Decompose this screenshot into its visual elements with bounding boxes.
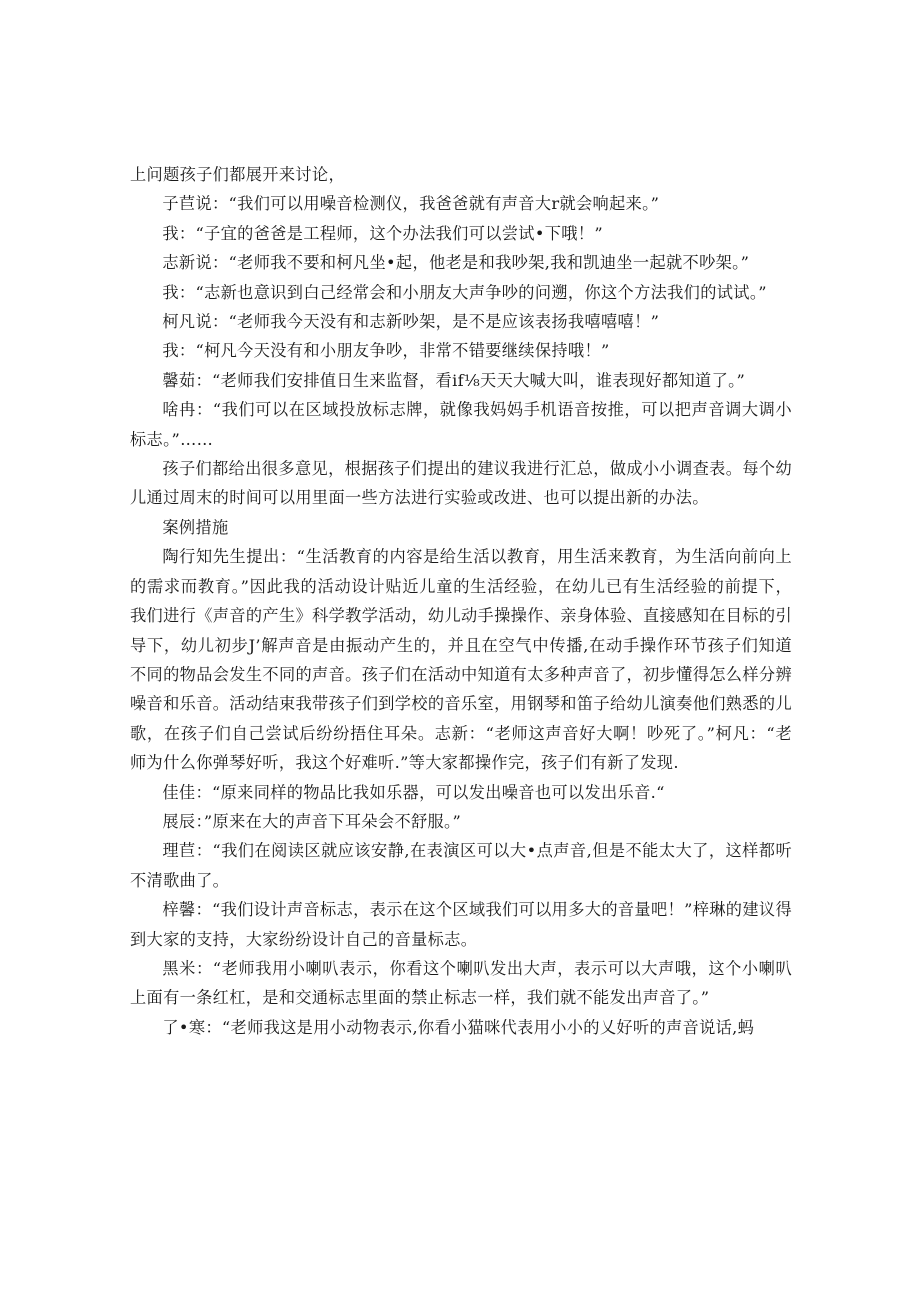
paragraph-discussion-intro: 上问题孩子们都展开来讨论， (130, 165, 345, 184)
paragraph-zihan-says: 了•寒：“老师我这是用小动物表示,你看小猫咪代表用小小的乂好听的声音说话,蚂 (162, 1017, 755, 1037)
paragraph-kefan-says: 柯凡说：“老师我今天没有和志新吵架，是不是应该表扬我嘻嘻嘻！” (162, 312, 660, 332)
paragraph-heimi-says: 黑米：“老师我用小喇叭表示，你看这个喇叭发出大声，表示可以大声哦，这个小喇叭上面有一条红杠，是和交通标志里面的禁止标志一样，我们就不能发出声音了。” (130, 958, 792, 1008)
paragraph-tao-xingzhi: 陶行知先生提出：“生活教育的内容是给生活以教育，用生活来教育，为生活向前向上的需求而教育。”因此我的活动设计贴近儿童的生活经验，在幼儿已有生活经验的前提下，我们进行《声音的产生》科学教学活动，幼儿动手操操作、亲身体验、直接感知在目标的引导下，幼儿初步J’解声音是由振动产生的，并且在空气中传播,在动手操作环节孩子们知道不同的物品会发生不同的声音。孩子们在活动中知道有太多种声音了，初步懂得怎么样分辨噪音和乐音。活动结束我带孩子们到学校的音乐室，用钢琴和笛子给幼儿演奏他们熟悉的儿歌，在孩子们自己尝试后纷纷捂住耳朵。志新：“老师这声音好大啊！吵死了。”柯凡：“老师为什么你弹琴好听，我这个好难听.”等大家都操作完，孩子们有新了发现. (130, 547, 792, 773)
paragraph-zixin-says: 梓馨：“我们设计声音标志，表示在这个区域我们可以用多大的音量吧！”梓琳的建议得到大家的支持，大家纷纷设计自己的音量标志。 (130, 900, 792, 949)
paragraph-liyi-says: 理苣：“我们在阅读区就应该安静,在表演区可以大•点声音,但是不能太大了，这样都听不清歌曲了。 (130, 841, 792, 890)
document-body (130, 160, 792, 1042)
paragraph-xinru-says: 馨茹：“老师我们安排值日生来监督，看if⅛天天大喊大叫，谁表现好都知道了。” (162, 370, 746, 390)
paragraph-zhanchen-says: 展辰：”原来在大的声音下耳朵会不舒服。” (162, 811, 462, 831)
paragraph-ziyi-says: 子苣说：“我们可以用噪音检测仪，我爸爸就有声音大r就会响起来。” (162, 194, 660, 214)
paragraph-teacher-reply-1: 我：“子宜的爸爸是工程师，这个办法我们可以尝试•下哦！” (162, 223, 603, 243)
section-heading-measures: 案例措施 (162, 517, 229, 537)
paragraph-yiran-says: 啥冉：“我们可以在区域投放标志牌，就像我妈妈手机语音按推，可以把声音调大调小标志。”…… (130, 400, 792, 449)
paragraph-teacher-reply-2: 我：“志新也意识到白己经常会和小朋友大声争吵的问遡，你这个方法我们的试试。” (162, 282, 767, 302)
paragraph-jiajia-says: 佳佳：“原来同样的物品比我如乐器，可以发出噪音也可以发出乐音.“ (162, 782, 665, 802)
paragraph-zhixin-says: 志新说：“老师我不要和柯凡坐•起，他老是和我吵架,我和凯迪坐一起就不吵架。” (162, 253, 750, 273)
paragraph-summary: 孩子们都给出很多意见，根据孩子们提出的建议我进行汇总，做成小小调查表。每个幼儿通过周末的时间可以用里面一些方法进行实验或改进、也可以提出新的办法。 (130, 459, 792, 508)
paragraph-teacher-reply-3: 我：“柯凡今天没有和小朋友争吵，非常不错要继续保持哦！” (162, 341, 610, 361)
